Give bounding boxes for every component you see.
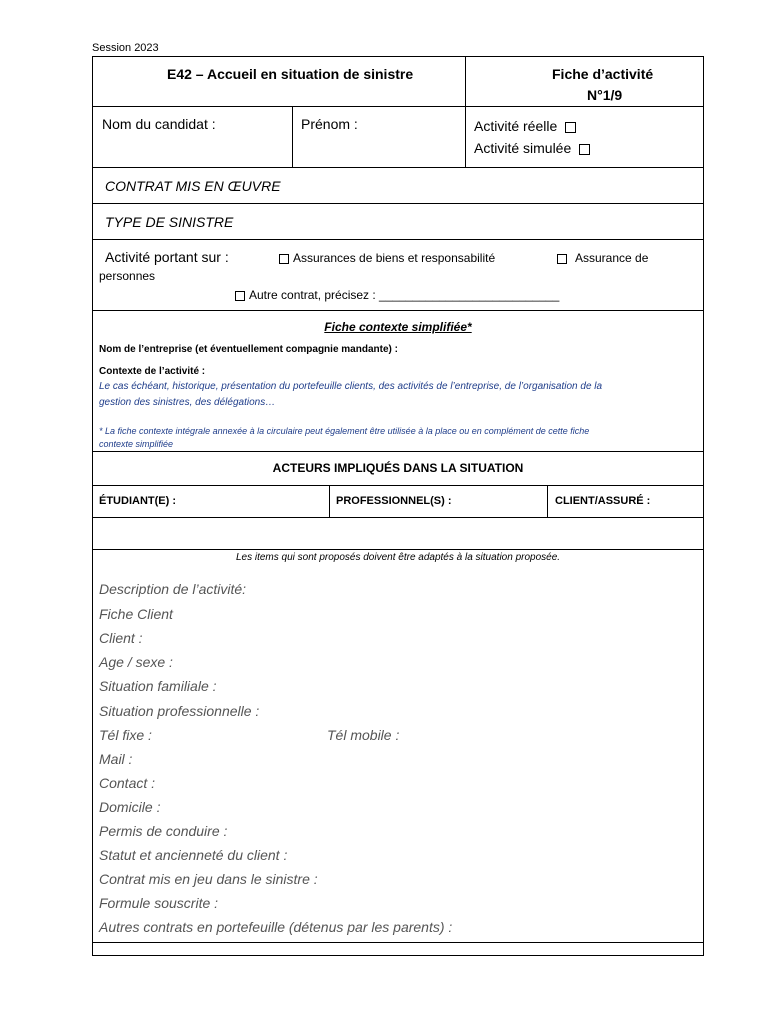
contexte-desc-line1: Le cas échéant, historique, présentation du portefeuille clients, des activités de l’entreprise, de l’organisation de la [99,381,603,392]
option-personnes[interactable] [553,251,648,265]
prenom-label: Prénom : [301,116,358,132]
professionnel-label: PROFESSIONNEL(S) : [336,495,452,507]
activite-portant-label: Activité portant sur : [105,249,229,265]
activite-simulee-label: Activité simulée [474,140,572,156]
activite-reelle-option[interactable] [474,118,580,134]
item-tel-fixe: Tél fixe : [99,727,152,743]
etudiant-label: ÉTUDIANT(E) : [99,495,176,507]
item-tel-mobile: Tél mobile : [327,727,400,743]
activite-reelle-checkbox[interactable] [565,122,576,133]
item-formule: Formule souscrite : [99,895,219,911]
item-age: Age / sexe : [99,654,173,670]
item-fiche-client: Fiche Client [99,606,173,622]
client-assure-label: CLIENT/ASSURÉ : [555,495,651,507]
items-section [93,550,703,943]
option-biens-label: Assurances de biens et responsabilité [293,251,496,265]
entreprise-label: Nom de l’entreprise (et éventuellement compagnie mandante) : [99,344,398,355]
contrat-row [93,168,703,204]
item-permis: Permis de conduire : [99,823,228,839]
option-autre[interactable] [235,288,559,302]
item-contrat-jeu: Contrat mis en jeu dans le sinistre : [99,871,318,887]
contexte-title: Fiche contexte simplifiée* [324,320,472,334]
item-client: Client : [99,630,143,646]
activite-simulee-option[interactable] [474,140,594,156]
contexte-row [93,311,703,452]
item-description: Description de l’activité: [99,581,247,597]
item-domicile: Domicile : [99,799,161,815]
nom-label: Nom du candidat : [102,116,216,132]
items-note: Les items qui sont proposés doivent être adaptés à la situation proposée. [235,552,561,563]
item-mail: Mail : [99,751,133,767]
option-personnes-label-cont: personnes [99,269,156,283]
option-biens-checkbox[interactable] [279,254,289,264]
contexte-activite-label: Contexte de l’activité : [99,366,206,377]
contexte-note-line1: * La fiche contexte intégrale annexée à la circulaire peut également être utilisée à la place ou en complément de cette fiche [99,426,590,436]
type-sinistre-row [93,204,703,240]
contexte-note-line2: contexte simplifiée [99,439,174,449]
fiche-number: N°1/9 [587,87,623,103]
acteurs-columns-row [93,486,703,518]
session-label: Session 2023 [92,42,159,54]
option-personnes-checkbox[interactable] [557,254,567,264]
option-autre-label: Autre contrat, précisez : ___________________________ [249,288,560,302]
form-title: E42 – Accueil en situation de sinistre [167,66,414,82]
item-contact: Contact : [99,775,156,791]
activite-simulee-checkbox[interactable] [579,144,590,155]
item-situation-familiale: Situation familiale : [99,678,217,694]
acteurs-empty-row [93,518,703,550]
item-autres-contrats: Autres contrats en portefeuille (détenus par les parents) : [99,919,453,935]
acteurs-title: ACTEURS IMPLIQUÉS DANS LA SITUATION [272,461,524,475]
item-statut: Statut et ancienneté du client : [99,847,288,863]
fiche-label: Fiche d’activité [552,66,654,82]
acteurs-title-row [93,452,703,486]
type-sinistre-label: TYPE DE SINISTRE [105,214,234,230]
contexte-desc-line2: gestion des sinistres, des délégations… [99,397,276,408]
identity-row [93,107,703,168]
option-biens[interactable] [279,251,495,265]
activite-portant-row [93,240,703,311]
item-situation-professionnelle: Situation professionnelle : [99,703,260,719]
option-autre-checkbox[interactable] [235,291,245,301]
activite-reelle-label: Activité réelle [474,118,558,134]
contrat-label: CONTRAT MIS EN ŒUVRE [105,178,281,194]
option-personnes-label: Assurance de [575,251,649,265]
header-row [93,57,703,107]
activity-form [92,56,704,956]
